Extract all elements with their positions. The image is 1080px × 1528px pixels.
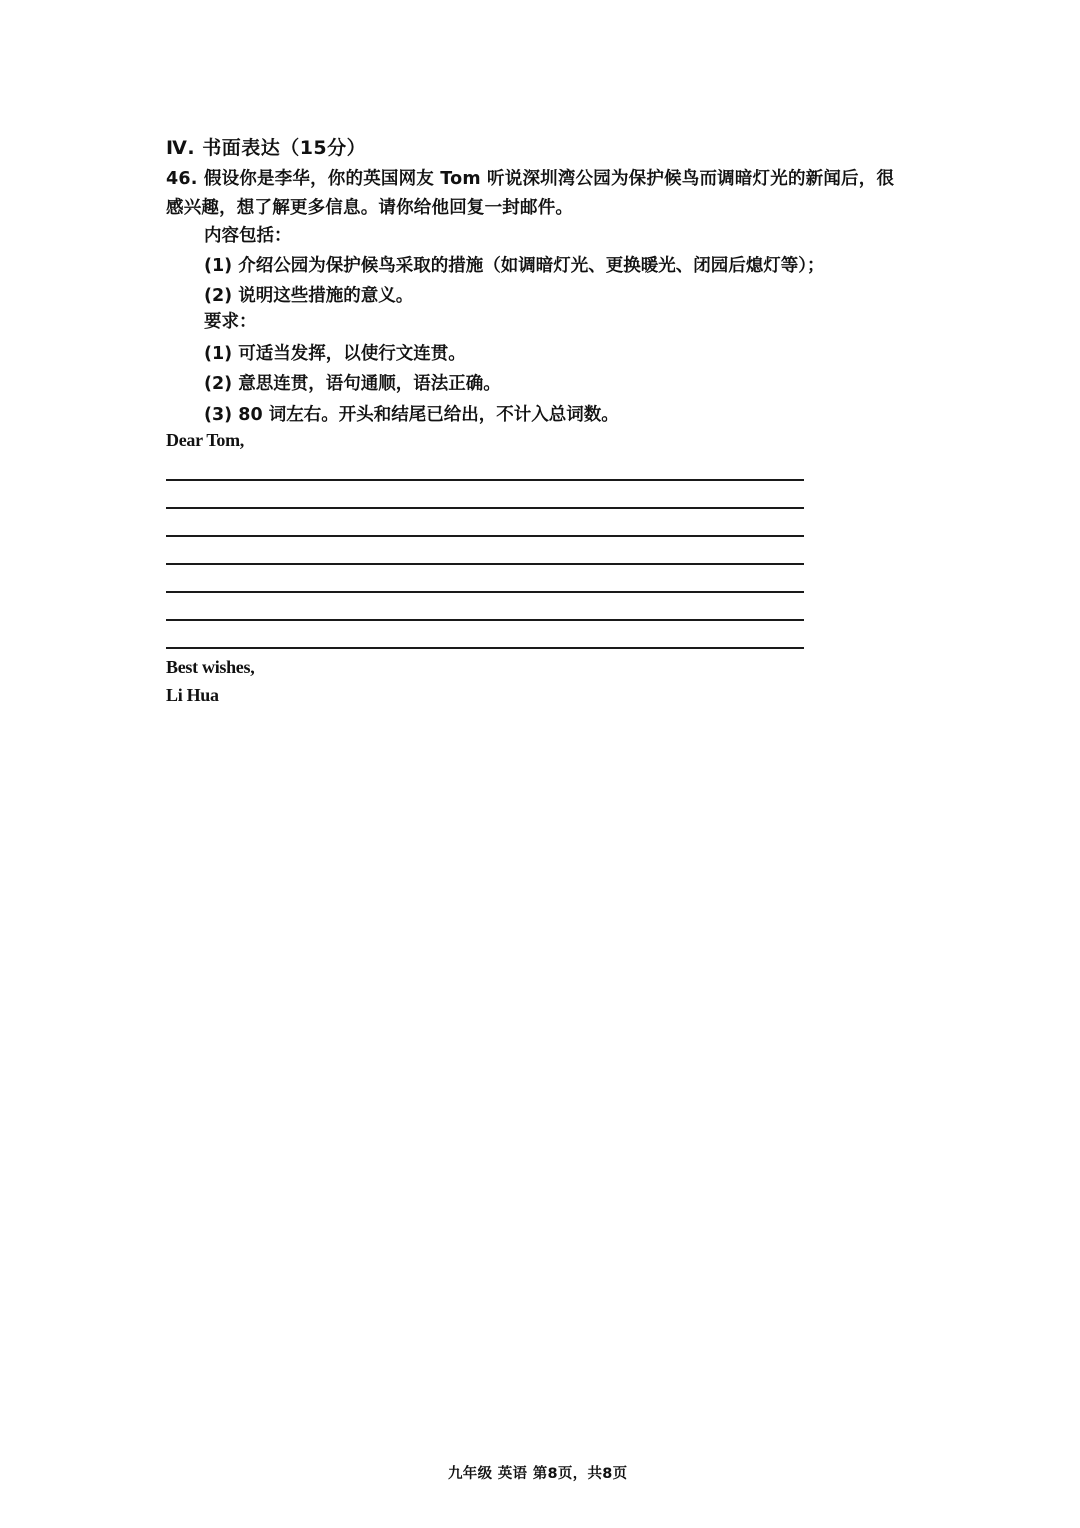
writing-line[interactable] (166, 647, 804, 649)
content-heading: 内容包括： (204, 226, 292, 246)
writing-line[interactable] (166, 619, 804, 621)
page-footer: 九年级 英语 第8页，共8页 (448, 1466, 628, 1482)
letter-closing: Best wishes, (166, 657, 255, 677)
writing-line[interactable] (166, 507, 804, 509)
letter-greeting: Dear Tom, (166, 430, 244, 450)
letter-signature: Li Hua (166, 685, 219, 705)
content-item-1: (1) 介绍公园为保护候鸟采取的措施（如调暗灯光、更换暖光、闭园后熄灯等）； (204, 256, 825, 276)
writing-line[interactable] (166, 479, 804, 481)
requirement-item-3: (3) 80 词左右。开头和结尾已给出，不计入总词数。 (204, 405, 619, 425)
content-item-2: (2) 说明这些措施的意义。 (204, 286, 414, 306)
requirements-heading: 要求： (204, 312, 257, 332)
writing-line[interactable] (166, 591, 804, 593)
question-prompt: 46. 假设你是李华，你的英国网友 Tom 听说深圳湾公园为保护候鸟而调暗灯光的新闻后，很感兴趣，想了解更多信息。请你给他回复一封邮件。 (166, 169, 895, 218)
writing-line[interactable] (166, 535, 804, 537)
section-title: Ⅳ. 书面表达（15分） (166, 137, 367, 159)
requirement-item-1: (1) 可适当发挥，以使行文连贯。 (204, 344, 466, 364)
requirement-item-2: (2) 意思连贯，语句通顺，语法正确。 (204, 374, 501, 394)
writing-line[interactable] (166, 563, 804, 565)
